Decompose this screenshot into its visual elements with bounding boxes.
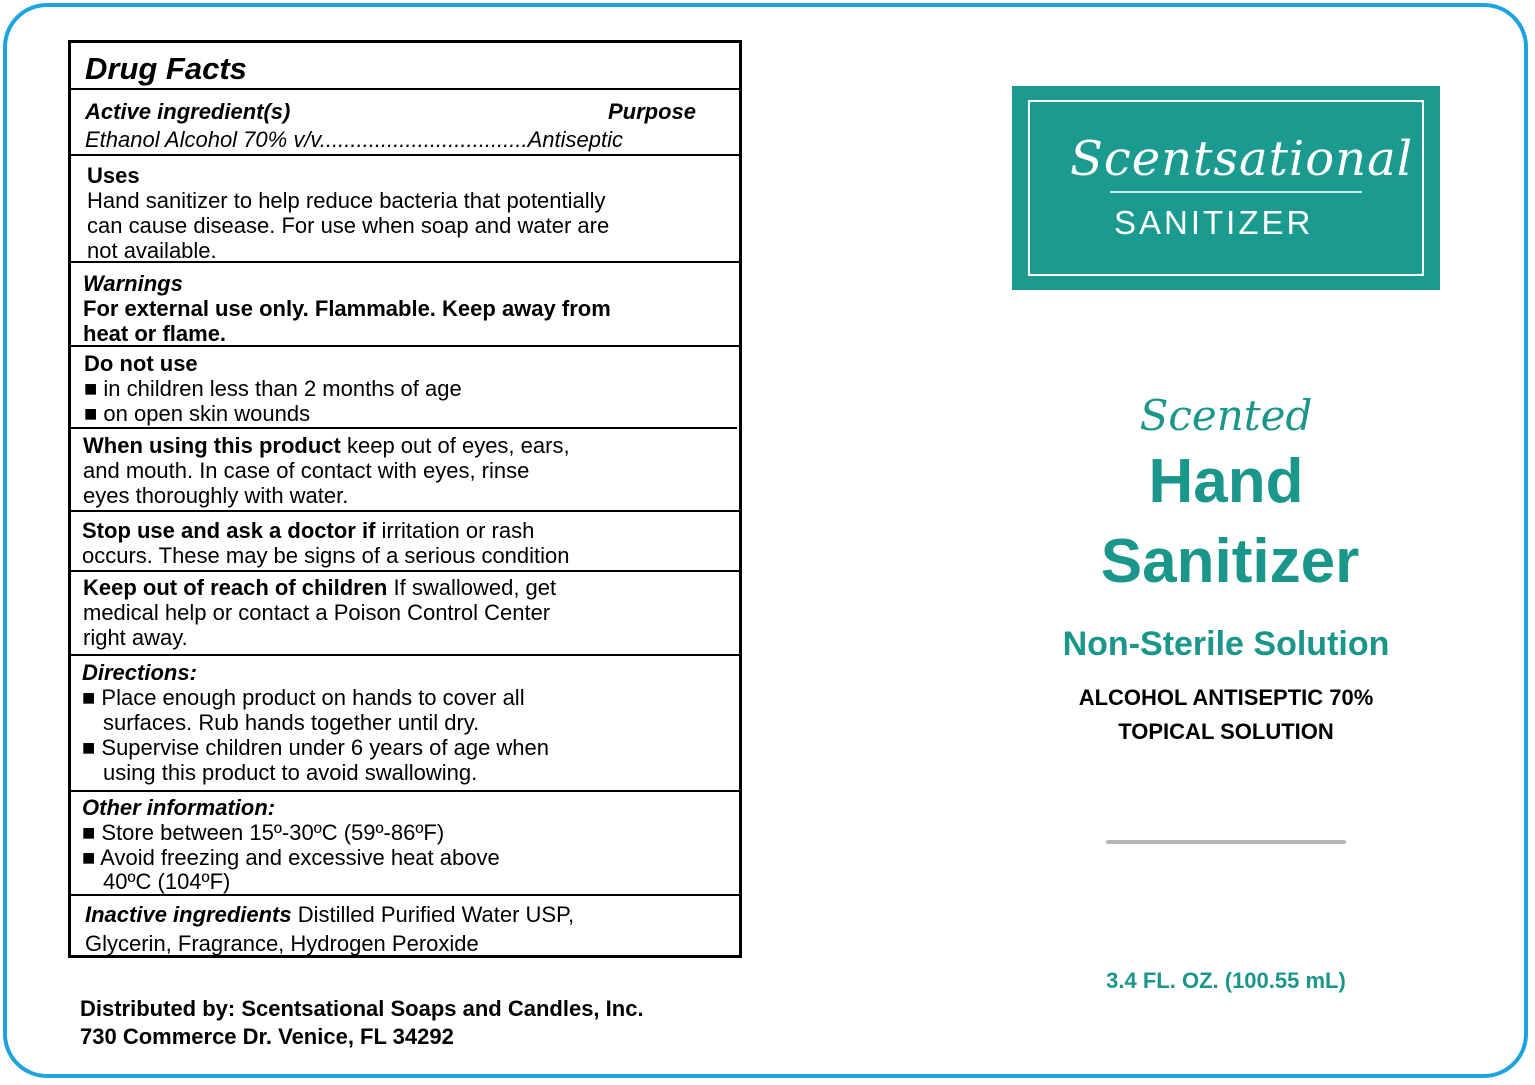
directions-heading: Directions: (82, 660, 197, 685)
when-using-text: and mouth. In case of contact with eyes, rinse (83, 458, 530, 483)
keep-out-line (83, 575, 556, 600)
product-name-line2: Sanitizer (1100, 527, 1360, 596)
distributor-line: Distributed by: Scentsational Soaps and Candles, Inc. (80, 996, 644, 1021)
inactive-heading: Inactive ingredients (85, 902, 292, 927)
uses-text: can cause disease. For use when soap and water are (87, 213, 610, 238)
inactive-line (85, 902, 574, 927)
do-not-use-heading: Do not use (84, 351, 198, 376)
divider (71, 154, 742, 156)
directions-text: surfaces. Rub hands together until dry. (103, 710, 480, 735)
distributor-address: 730 Commerce Dr. Venice, FL 34292 (80, 1024, 454, 1049)
directions-text: ■ Place enough product on hands to cover all (82, 685, 525, 710)
uses-text: not available. (87, 238, 217, 263)
solution-type: Non-Sterile Solution (1062, 625, 1390, 663)
divider (71, 570, 742, 572)
stop-use-heading: Stop use and ask a doctor if (82, 518, 376, 543)
active-ingredient-heading: Active ingredient(s) (85, 99, 291, 124)
when-using-line (83, 433, 570, 458)
keep-out-text: medical help or contact a Poison Control Center (83, 600, 551, 625)
divider (71, 510, 742, 512)
inactive-text: Distilled Purified Water USP, (291, 902, 575, 927)
stop-use-text: occurs. These may be signs of a serious condition (82, 543, 570, 568)
drug-facts-panel (68, 40, 742, 958)
do-not-use-item: ■ on open skin wounds (84, 401, 311, 426)
active-ingredient-line: Ethanol Alcohol 70% v/v..................................Antiseptic (85, 127, 624, 152)
brand-logo (1012, 86, 1440, 290)
when-using-text: keep out of eyes, ears, (340, 433, 570, 458)
divider (71, 345, 742, 347)
divider (71, 894, 742, 896)
warnings-text: heat or flame. (83, 321, 227, 346)
other-info-text: 40ºC (104ºF) (103, 869, 231, 894)
inactive-text: Glycerin, Fragrance, Hydrogen Peroxide (85, 931, 479, 956)
stop-use-text: irritation or rash (375, 518, 535, 543)
logo-rule (1110, 191, 1362, 193)
warnings-heading: Warnings (83, 271, 183, 296)
when-using-text: eyes thoroughly with water. (83, 483, 349, 508)
brand-sub-name: SANITIZER (1114, 204, 1314, 241)
net-contents: 3.4 FL. OZ. (100.55 mL) (1106, 968, 1346, 993)
when-using-heading: When using this product (83, 433, 341, 458)
divider (71, 427, 737, 429)
directions-text: using this product to avoid swallowing. (103, 760, 478, 785)
keep-out-text: If swallowed, get (387, 575, 557, 600)
logo-inner-border (1028, 100, 1424, 276)
decorative-rule (1106, 840, 1346, 844)
divider (71, 261, 742, 263)
divider (71, 654, 742, 656)
keep-out-text: right away. (83, 625, 188, 650)
product-name-line1: Hand (1148, 447, 1304, 516)
other-info-text: ■ Avoid freezing and excessive heat above (82, 845, 500, 870)
divider (71, 790, 742, 792)
drug-facts-title: Drug Facts (85, 51, 247, 86)
directions-text: ■ Supervise children under 6 years of age when (82, 735, 550, 760)
uses-text: Hand sanitizer to help reduce bacteria that potentially (87, 188, 606, 213)
purpose-heading: Purpose (608, 99, 697, 124)
other-info-text: ■ Store between 15º-30ºC (59º-86ºF) (82, 820, 445, 845)
uses-heading: Uses (87, 163, 140, 188)
warnings-text: For external use only. Flammable. Keep away from (83, 296, 611, 321)
product-script-word: Scented (1139, 391, 1313, 440)
do-not-use-item: ■ in children less than 2 months of age (84, 376, 462, 401)
brand-script-name: Scentsational (1070, 131, 1414, 187)
keep-out-heading: Keep out of reach of children (83, 575, 388, 600)
alcohol-percent: ALCOHOL ANTISEPTIC 70% (1078, 685, 1374, 710)
topical-solution: TOPICAL SOLUTION (1118, 719, 1334, 744)
stop-use-line (82, 518, 534, 543)
other-info-heading: Other information: (82, 795, 276, 820)
divider (71, 88, 742, 90)
